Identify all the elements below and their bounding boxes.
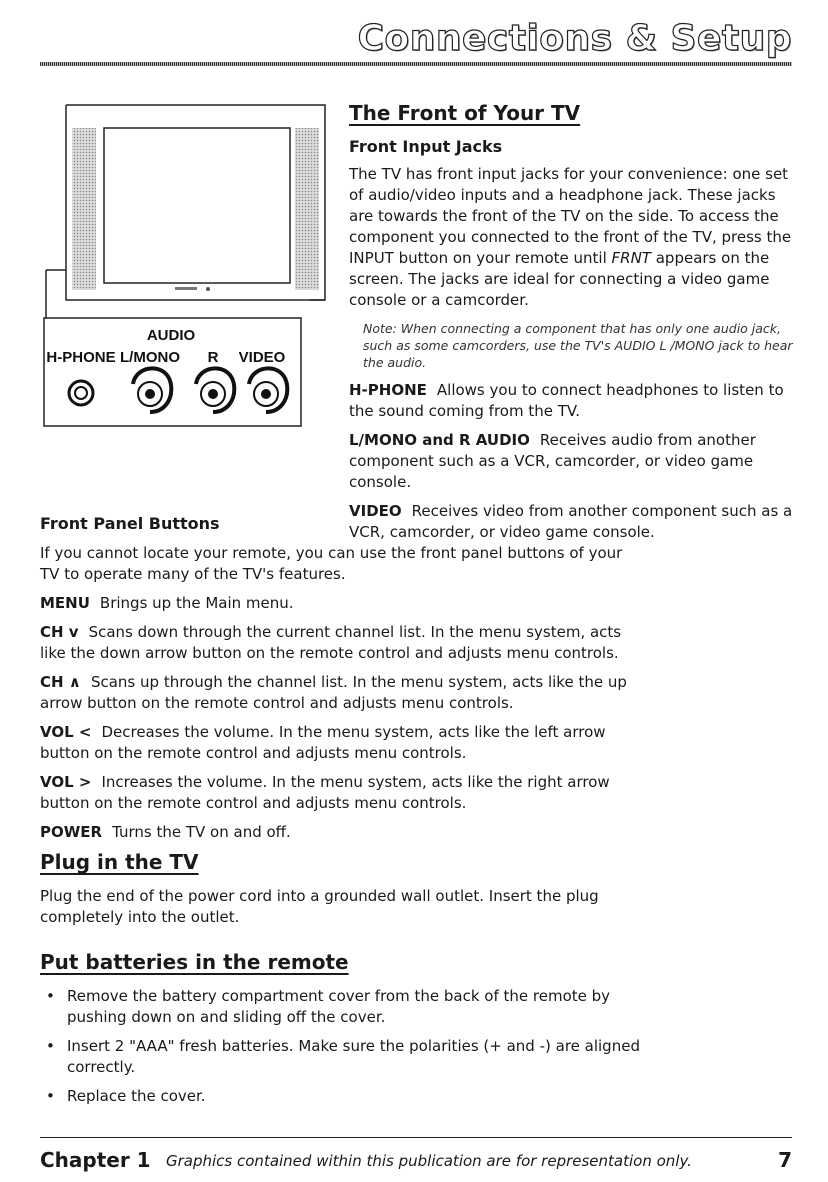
front-panel-section bbox=[40, 514, 640, 843]
right-speaker-grille bbox=[295, 128, 319, 290]
desc-hphone: Allows you to connect headphones to listen to the sound coming from the TV. bbox=[349, 381, 784, 420]
jack-desc-hphone bbox=[349, 380, 799, 422]
term-video: VIDEO bbox=[349, 502, 402, 520]
batteries-section bbox=[40, 950, 640, 1115]
lmono-jack-icon bbox=[131, 368, 171, 412]
hphone-label: H-PHONE bbox=[46, 349, 116, 366]
r-label: R bbox=[207, 349, 219, 366]
desc-video: Receives video from another component such as a VCR, camcorder, or video game console. bbox=[349, 502, 793, 541]
button-desc-vol-up bbox=[40, 772, 640, 814]
button-desc-ch-up bbox=[40, 672, 640, 714]
left-speaker-grille bbox=[72, 128, 96, 290]
desc-ch-down: Scans down through the current channel list. In the menu system, acts like the down arrow button on the remote control and adjusts menu controls. bbox=[40, 623, 622, 662]
batteries-list bbox=[40, 986, 640, 1107]
footer-chapter: Chapter 1 bbox=[40, 1148, 151, 1172]
section-title-plug: Plug in the TV bbox=[40, 850, 199, 874]
desc-audio: Receives audio from another component such as a VCR, camcorder, or video game console. bbox=[349, 431, 756, 491]
front-input-jacks-heading: Front Input Jacks bbox=[349, 137, 503, 156]
audio-label: AUDIO bbox=[146, 327, 196, 344]
video-label: VIDEO bbox=[238, 349, 286, 366]
desc-power: Turns the TV on and off. bbox=[112, 823, 291, 841]
lmono-label: L/MONO bbox=[120, 349, 180, 366]
footer-disclaimer: Graphics contained within this publication are for representation only. bbox=[166, 1152, 692, 1170]
term-power: POWER bbox=[40, 823, 103, 841]
section-title-batteries: Put batteries in the remote bbox=[40, 950, 349, 974]
front-panel-heading: Front Panel Buttons bbox=[40, 514, 220, 533]
desc-vol-up: Increases the volume. In the menu system, acts like the right arrow button on the remote control and adjusts menu controls. bbox=[40, 773, 610, 812]
jack-desc-audio bbox=[349, 430, 799, 493]
tv-front-illustration bbox=[40, 100, 330, 430]
term-menu: MENU bbox=[40, 594, 90, 612]
page-number: 7 bbox=[778, 1148, 792, 1172]
front-note: Note: When connecting a component that has only one audio jack, such as some camcorders, use the TV's AUDIO L /MONO jack to hear the audio. bbox=[363, 321, 793, 370]
term-audio: L/MONO and R AUDIO bbox=[349, 431, 530, 449]
footer-rule bbox=[40, 1137, 792, 1138]
list-item: • Replace the cover. bbox=[40, 1086, 640, 1107]
section-title-front: The Front of Your TV bbox=[349, 101, 581, 125]
list-item: • Remove the battery compartment cover from the back of the remote by pushing down on and sliding off the cover. bbox=[40, 986, 640, 1028]
headphone-jack-icon bbox=[69, 381, 93, 405]
button-desc-vol-down bbox=[40, 722, 640, 764]
button-desc-power bbox=[40, 822, 640, 843]
intro-text-a: The TV has front input jacks for your convenience: one set of audio/video inputs and a headphone jack. These jacks are towards the front of the TV on the side. To access the component you connected to the front of the TV, press the INPUT button on your remote until bbox=[349, 165, 792, 267]
plug-in-section bbox=[40, 850, 640, 928]
term-vol-down: VOL < bbox=[40, 723, 92, 741]
term-ch-down: CH v bbox=[40, 623, 79, 641]
desc-menu: Brings up the Main menu. bbox=[99, 594, 294, 612]
intro-text-b: appears on the screen. The jacks are ideal for connecting a video game console or a camcorder. bbox=[349, 249, 770, 309]
front-panel-intro: If you cannot locate your remote, you can use the front panel buttons of your TV to operate many of the TV's features. bbox=[40, 544, 623, 583]
page-header-title: Connections & Setup bbox=[357, 18, 792, 59]
desc-ch-up: Scans up through the channel list. In the menu system, acts like the up arrow button on the remote control and adjusts menu controls. bbox=[40, 673, 627, 712]
header-rule bbox=[40, 62, 792, 66]
tv-screen bbox=[104, 128, 290, 283]
button-desc-menu bbox=[40, 593, 640, 614]
list-item: • Insert 2 "AAA" fresh batteries. Make sure the polarities (+ and -) are aligned correctly. bbox=[40, 1036, 640, 1078]
term-hphone: H-PHONE bbox=[349, 381, 427, 399]
term-vol-up: VOL > bbox=[40, 773, 92, 791]
term-ch-up: CH ∧ bbox=[40, 673, 81, 691]
intro-frnt: FRNT bbox=[611, 249, 651, 267]
desc-vol-down: Decreases the volume. In the menu system, acts like the left arrow button on the remote control and adjusts menu controls. bbox=[40, 723, 606, 762]
front-of-tv-section bbox=[349, 101, 799, 543]
front-intro-paragraph bbox=[349, 164, 799, 311]
button-desc-ch-down bbox=[40, 622, 640, 664]
plug-paragraph: Plug the end of the power cord into a grounded wall outlet. Insert the plug completely into the outlet. bbox=[40, 887, 599, 926]
